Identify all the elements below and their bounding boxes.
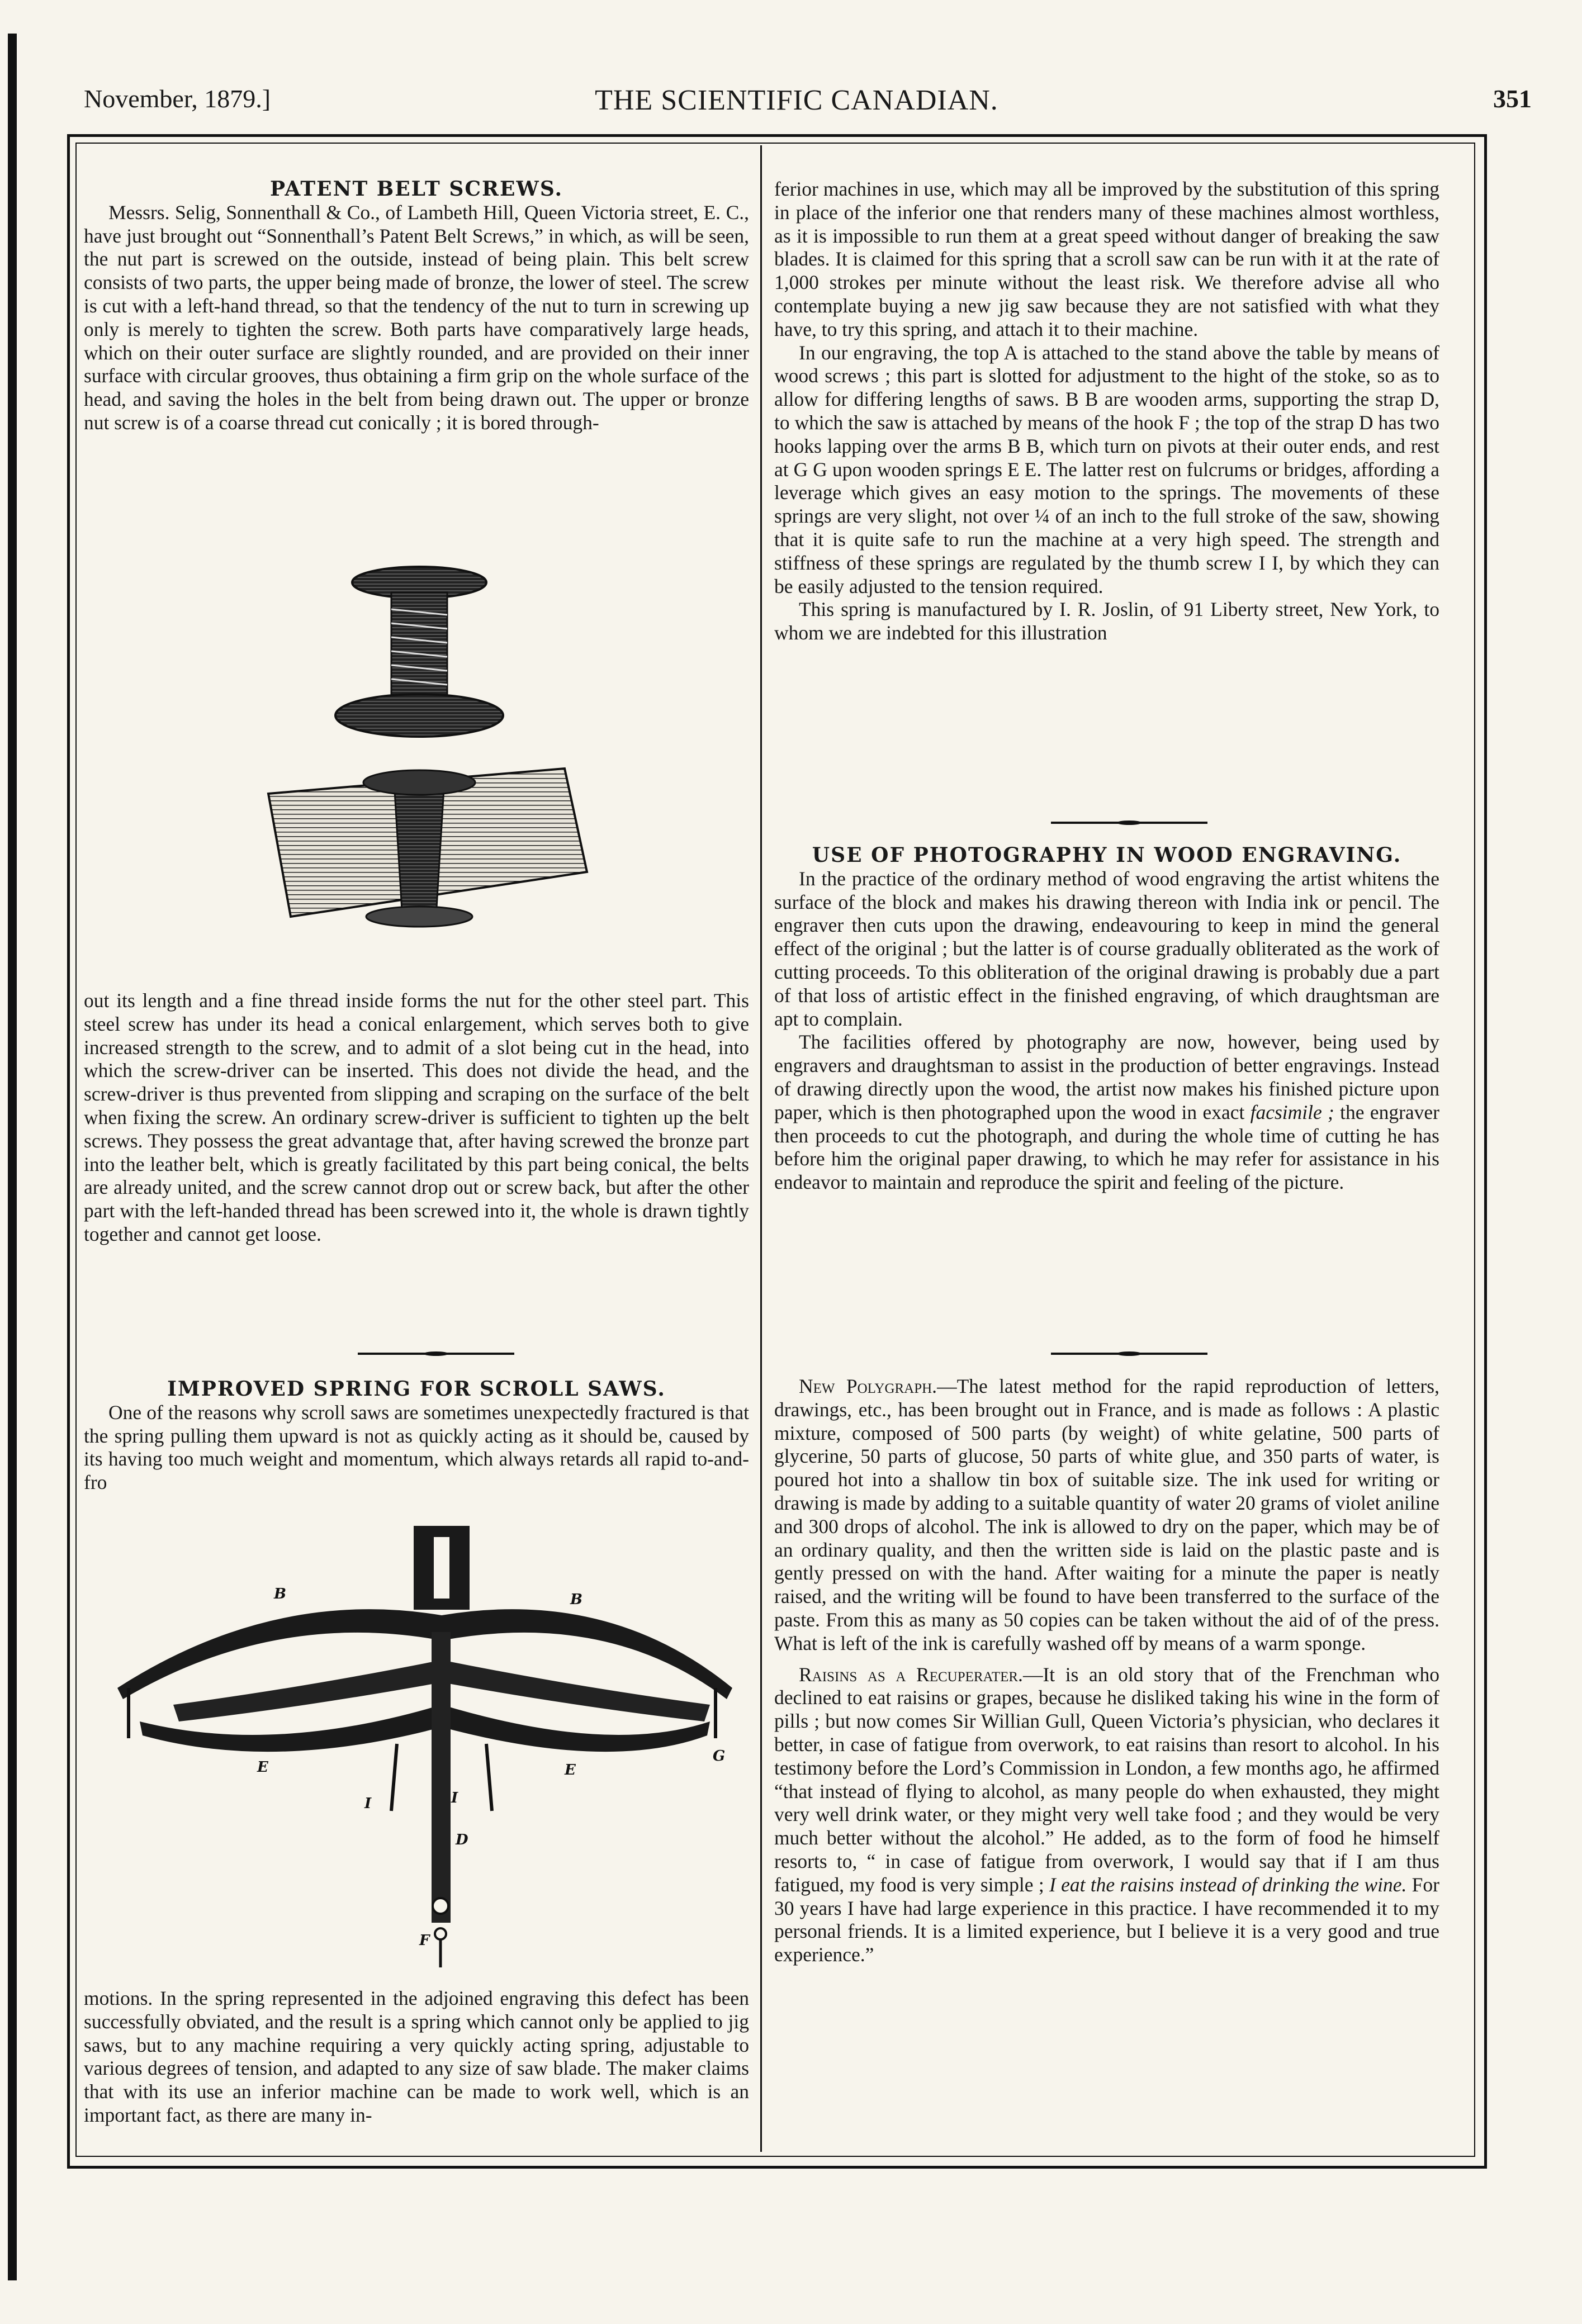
paragraph-text: —The latest method for the rapid reproduction of letters, drawings, etc., has been brought out in France, and is made as follows : A plastic mixture, composed of 500 parts (by weight) of white gelatine, 500 parts of glycerine, 50 parts of glucose, 50 parts of white glue, and 350 parts of water, is poured hot into a shallow tin box of suitable size. The ink used for writing or drawing is made by adding to a suitable quantity of water 20 grams of violet aniline and 300 drops of alcohol. The ink is allowed to dry on the paper, which may be of an ordinary quality, and then the written side is laid on the plastic paste and is gently pressed on with the hand. After waiting for a minute the paper is neatly raised, and the writing will be found to have been transferred to the surface of the paste. From this as many as 50 copies can be taken without the aid of of the press. What is left of the ink is carefully washed off by means of a warm sponge. (774, 1375, 1439, 1654)
polygraph-paragraph (774, 1375, 1439, 1656)
article-title: PATENT BELT SCREWS. (269, 177, 563, 201)
raisins-paragraph (774, 1663, 1439, 1967)
scroll-saw-spring-engraving (106, 1520, 738, 1973)
paragraph-italic: I eat the raisins instead of drinking the wine. (1049, 1873, 1407, 1896)
figure-label: B (570, 1591, 582, 1608)
article-scroll-saws-continued (84, 1987, 749, 2127)
figure-label: E (565, 1762, 576, 1778)
article-scroll-saws-right (774, 178, 1439, 645)
paragraph-text: For 30 years I have had large experience in this practice. I have recommended it to my personal friends. It is a limited experience, but I believe it is a very good and true experience.” (774, 1873, 1439, 1966)
belt-screw-engraving (252, 559, 598, 961)
figure-label: D (456, 1832, 468, 1848)
figure-label: F (419, 1932, 430, 1949)
column-rule (760, 145, 762, 2152)
header-title: THE SCIENTIFIC CANADIAN. (595, 84, 998, 116)
article-belt-screws-continued (84, 989, 749, 1246)
run-in-heading: New Polygraph. (799, 1375, 937, 1397)
paragraph-text: —It is an old story that of the Frenchman who declined to eat raisins or grapes, because he disliked taking his wine in the form of pills ; but now comes Sir Willian Gull, Queen Victoria’s physician, who declares it better, in case of fatigue from overwork, to eat raisins than resort to alcohol. In his testimony before the Lord’s Commission in London, a few months ago, he affirmed “that instead of flying to alcohol, as many people do when exhausted, they might very well drink water, or they might very well take food ; and they would be very much better without the alcohol.” He added, as to the form of food he himself resorts to, “ in case of fatigue from overwork, I would say that if I am thus fatigued, my food is very simple ; (774, 1663, 1439, 1896)
paragraph (774, 1031, 1439, 1194)
header-date: November, 1879.] (84, 84, 271, 113)
figure-label: B (274, 1586, 286, 1602)
paragraph: This spring is manufactured by I. R. Joslin, of 91 Liberty street, New York, to whom we are indebted for this illustration (774, 598, 1439, 644)
paragraph-italic: facsimile ; (1250, 1101, 1334, 1123)
page-header (45, 84, 1548, 123)
paragraph: out its length and a fine thread inside forms the nut for the other steel part. This steel screw has under its head a conical enlargement, which serves both to give increased strength to the screw, and to admit of a slot being cut in the head, into which the screw-driver can be inserted. This does not divide the head, and the screw-driver is thus prevented from slipping and scraping on the surface of the belt when fixing the screw. An ordinary screw-driver is sufficient to tighten up the belt screws. They possess the great advantage that, after having screwed the bronze part into the leather belt, which is greatly facilitated by this part being conical, the belts are already united, and the screw cannot drop out or screw back, but after the other part with the left-handed thread has been screwed into it, the whole is drawn tightly together and cannot get loose. (84, 989, 749, 1245)
article-notes (774, 1375, 1439, 1967)
article-title: IMPROVED SPRING FOR SCROLL SAWS. (167, 1377, 666, 1401)
article-title: USE OF PHOTOGRAPHY IN WOOD ENGRAVING. (812, 843, 1402, 867)
figure-label: G (713, 1748, 726, 1765)
figure-label: E (257, 1759, 268, 1776)
paragraph: Messrs. Selig, Sonnenthall & Co., of Lambeth Hill, Queen Victoria street, E. C., have just brought out “Sonnenthall’s Patent Belt Screws,” in which, as will be seen, the nut part is screwed on the outside, instead of being plain. This belt screw consists of two parts, the upper being made of bronze, the lower of steel. The screw is cut with a left-hand thread, so that the tendency of the nut to turn in screwing up only is merely to tighten the screw. Both parts have comparatively large heads, which on their outer surface are slightly rounded, and are provided on their inner surface with circular grooves, thus obtaining a firm grip on the whole surface of the head, and saving the holes in the belt from being drawn out. The upper or bronze nut screw is of a coarse thread cut conically ; it is bored through- (84, 201, 749, 434)
paragraph: In our engraving, the top A is attached to the stand above the table by means of wood screws ; this part is slotted for adjustment to the hight of the stoke, so as to allow for differing lengths of saws. B B are wooden arms, supporting the strap D, to which the saw is attached by means of the hook F ; the top of the strap D has two hooks lapping over the arms B B, which turn on pivots at their outer ends, and rest at G G upon wooden springs E E. The latter rest on fulcrums or bridges, affording a leverage which gives an easy motion to the springs. The movements of these springs are very slight, not over ¼ of an inch to the full stroke of the saw, showing that it is quite safe to run the machine at a very high speed. The strength and stiffness of these springs are regulated by the thumb screw I I, by which they can be easily adjusted to the tension required. (774, 341, 1439, 597)
paragraph: motions. In the spring represented in the adjoined engraving this defect has been successfully obviated, and the result is a spring which cannot only be applied to jig saws, but to any machine requiring a very quickly acting spring, adjustable to various degrees of tension, and adapted to any size of saw blade. The maker claims that with its use an inferior machine can be made to work well, which is an important fact, as there are many in- (84, 1987, 749, 2126)
paragraph-text: the engraver then proceeds to cut the photograph, and during the whole time of cutting he has before him the original paper drawing, to which he may refer for assistance in his endeavor to maintain and reproduce the spirit and feeling of the picture. (774, 1101, 1439, 1194)
paragraph: In the practice of the ordinary method of wood engraving the artist whitens the surface of the block and makes his drawing thereon with India ink or pencil. The engraver then cuts upon the drawing, endeavouring to keep in mind the general effect of the original ; but the latter is of course gradually obliterated as the work of cutting proceeds. To this obliteration of the original drawing is probably due a part of that loss of artistic effect in the finished engraving, of which draughtsman are apt to complain. (774, 867, 1439, 1030)
paragraph: ferior machines in use, which may all be improved by the substitution of this spring in place of the inferior one that renders many of these machines almost worthless, as it is impossible to run them at a great speed without danger of breaking the saw blades. It is claimed for this spring that a scroll saw can be run with it at the rate of 1,000 strokes per minute without the least risk. We therefore advise all who contemplate buying a new jig saw because they are not satisfied with what they have, to try this spring, and attach it to their machine. (774, 178, 1439, 340)
page-edge-shadow (8, 34, 17, 2280)
section-separator (358, 1353, 514, 1355)
run-in-heading: Raisins as a Recuperater. (799, 1663, 1023, 1686)
section-separator (1051, 822, 1207, 824)
section-separator (1051, 1353, 1207, 1355)
paragraph-text: The facilities offered by photography are now, however, being used by engravers and draughtsman to assist in the production of better engravings. Instead of drawing directly upon the wood, the artist now makes his finished picture upon paper, which is then photographed upon the wood in exact (774, 1031, 1439, 1123)
article-belt-screws (84, 178, 749, 435)
paragraph: One of the reasons why scroll saws are sometimes unexpectedly fractured is that the spring pulling them upward is not as quickly acting as it should be, caused by its having too much weight and momentum, which always retards all rapid to-and-fro (84, 1401, 749, 1494)
figure-label: I (364, 1795, 372, 1812)
figure-label: I (451, 1790, 458, 1806)
page-number: 351 (1493, 84, 1532, 113)
article-scroll-saws (84, 1378, 749, 1495)
article-photography (774, 844, 1439, 1194)
